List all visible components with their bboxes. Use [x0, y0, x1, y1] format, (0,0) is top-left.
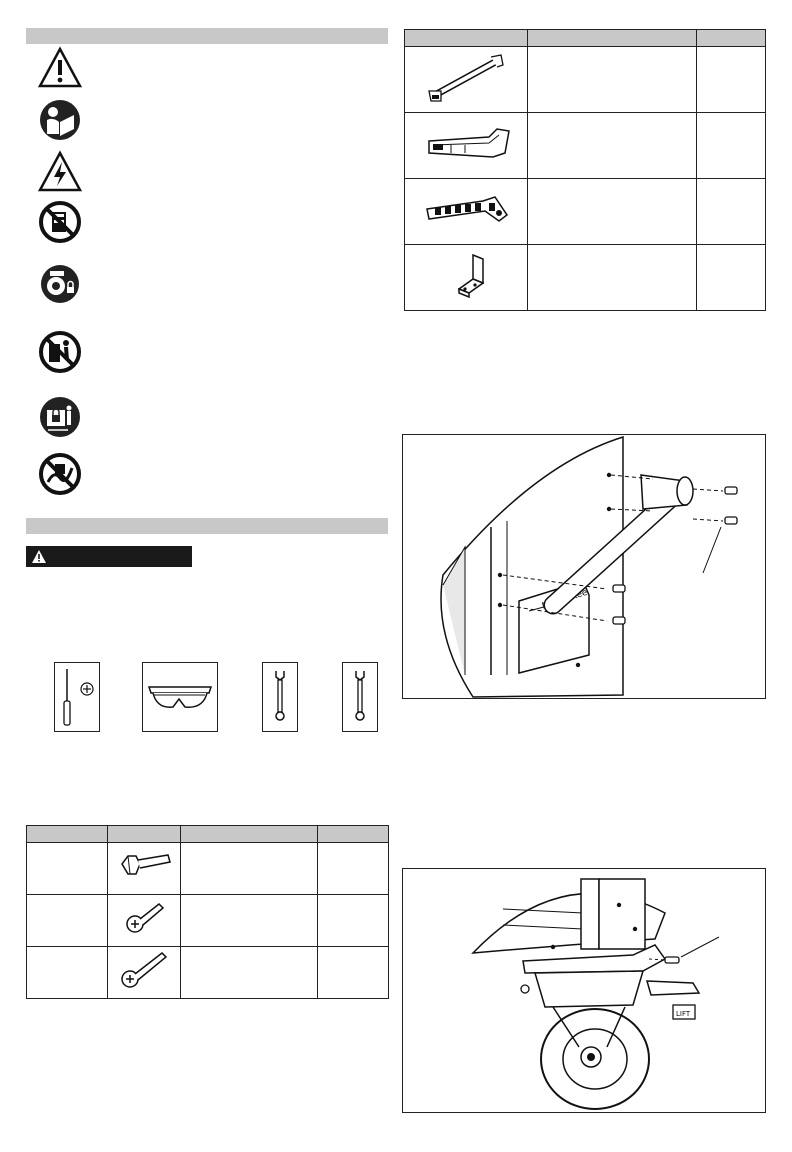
corner-guard-icon: [411, 179, 521, 239]
handle-assembly-figure: [402, 434, 766, 699]
wrench-icon: [263, 663, 297, 731]
table-header-row: [27, 826, 389, 843]
table-row: [405, 113, 766, 179]
no-uneven-surface-icon: [38, 452, 82, 496]
table-row: [405, 47, 766, 113]
safety-glasses-icon: [143, 663, 217, 731]
side-handle-icon: [411, 47, 521, 107]
table-row: [405, 245, 766, 311]
electric-shock-icon: [38, 150, 82, 194]
wrench-icon: [343, 663, 377, 731]
warning-section-header: [26, 518, 388, 534]
warning-triangle-icon: [31, 549, 47, 564]
table-row: [405, 179, 766, 245]
hardware-table: [26, 825, 389, 999]
no-climbing-icon: [38, 200, 82, 244]
read-manual-icon: [38, 98, 82, 142]
caster-assembly-figure: [402, 868, 766, 1113]
table-header-row: [405, 30, 766, 47]
tool-wrench-box-2: [342, 662, 378, 732]
table-row: [27, 895, 389, 947]
mounting-bracket-icon: [411, 245, 521, 305]
parts-table: [404, 29, 766, 311]
phillips-screwdriver-icon: [55, 663, 99, 731]
no-push-load-icon: [38, 330, 82, 374]
warning-icon: [38, 46, 82, 90]
tool-wrench-box-1: [262, 662, 298, 732]
phillips-bolt-icon: [119, 896, 169, 940]
lock-before-moving-icon: [38, 395, 82, 439]
table-row: [27, 843, 389, 895]
symbols-section-header: [26, 28, 388, 44]
svg-text:LIFT: LIFT: [676, 1010, 691, 1018]
tool-screwdriver-box: [54, 662, 100, 732]
table-row: [27, 947, 389, 999]
corner-bumper-icon: [411, 113, 521, 173]
caster-assembly-illustration: [403, 869, 765, 1112]
handle-assembly-illustration: [403, 435, 765, 698]
warning-banner: [26, 546, 192, 567]
tool-safety-glasses-box: [142, 662, 218, 732]
hex-bolt-icon: [114, 844, 174, 888]
phillips-bolt-long-icon: [116, 947, 172, 993]
lock-caster-icon: [38, 262, 82, 306]
